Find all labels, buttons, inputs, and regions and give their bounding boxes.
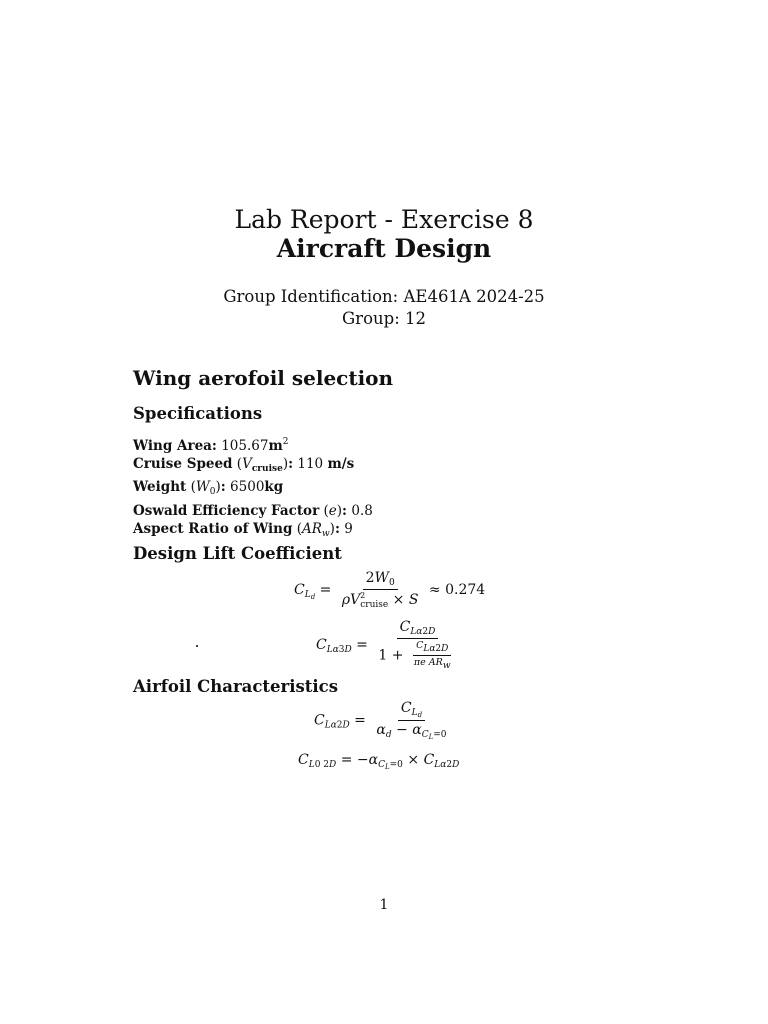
spec-value: 110 [297,456,324,473]
report-title: Lab Report - Exercise 8 [234,205,534,234]
nested-fraction: $\frac{C_{L\alpha 2D}}{\pi e AR_w}$ [413,640,451,671]
spec-value: 9 [344,520,353,537]
fraction: $C_{L\alpha 2D}$ 1 + $\frac{C_{L\alpha 2D}}{\pi e AR_w}$ [375,619,459,671]
design-lift-heading: Design Lift Coefficient [133,544,342,563]
spec-unit: m/s [327,456,355,473]
spec-aspect-ratio: Aspect Ratio of Wing $(AR_w)$: 9 [133,520,353,539]
page-number: 1 [379,897,389,913]
spec-symbol: e [328,502,337,519]
spec-label: Weight [133,479,187,496]
spec-value: 0.8 [351,502,373,519]
lift-slope-3d-equation: $C_{L\alpha 3D}$ = $C_{L\alpha 2D}$ 1 + $\frac{C_{L\alpha 2D}}{\pi e AR_w}$ [316,619,463,671]
spec-oswald-factor: Oswald Efficiency Factor (e): 0.8 [133,502,373,519]
section-title: Wing aerofoil selection [133,366,394,390]
spec-symbol: AR [302,520,322,537]
spec-unit: kg [264,479,284,496]
spec-cruise-speed: Cruise Speed $(V_{cruise})$: 110 m/s [133,456,355,475]
design-lift-result: ≈ 0.274 [428,582,486,598]
spec-symbol-sub: 0 [209,487,216,498]
spec-symbol-sub: cruise [251,464,283,475]
spec-symbol-sub: w [321,528,330,539]
stray-dot [196,645,198,647]
spec-weight: Weight $(W_0)$: 6500kg [133,479,284,498]
spec-label: Oswald Efficiency Factor [133,502,320,519]
spec-symbol: W [195,479,210,496]
fraction: $\frac{C_{L_d}}{\alpha_d - \alpha_{C_L=0}}$ [376,700,447,741]
spec-symbol: V [242,456,252,473]
spec-label: Cruise Speed [133,456,233,473]
zero-lift-equation: $C_{L0 2D} = -\alpha_{C_L=0} \times C_{L\alpha 2D}$ [298,752,460,771]
spec-label: Wing Area: [133,438,217,454]
report-subtitle: Aircraft Design [276,234,492,263]
spec-value: 6500 [230,479,265,496]
specifications-heading: Specifications [133,404,263,423]
spec-label: Aspect Ratio of Wing [133,520,293,537]
fraction: $\frac{2W_0}{\rho V^2_{cruise} \times S}$ [341,570,419,610]
design-lift-equation: $C_{L_d}$ = $\frac{2W_0}{\rho V^2_{cruise} \times S}$ ≈ 0.274 [294,570,486,610]
specifications-list [133,433,373,543]
spec-unit: m [268,438,283,454]
airfoil-heading: Airfoil Characteristics [133,677,338,696]
spec-value: 105.67 [221,438,269,454]
spec-wing-area [133,433,373,455]
group-identification: Group Identification: AE461A 2024-25 [223,287,545,306]
group-number: Group: 12 [342,309,426,328]
spec-unit-power: 2 [282,437,289,447]
lift-slope-2d-equation: $C_{L\alpha 2D}$ = $\frac{C_{L_d}}{\alpha_d - \alpha_{C_L=0}}$ [314,700,453,741]
